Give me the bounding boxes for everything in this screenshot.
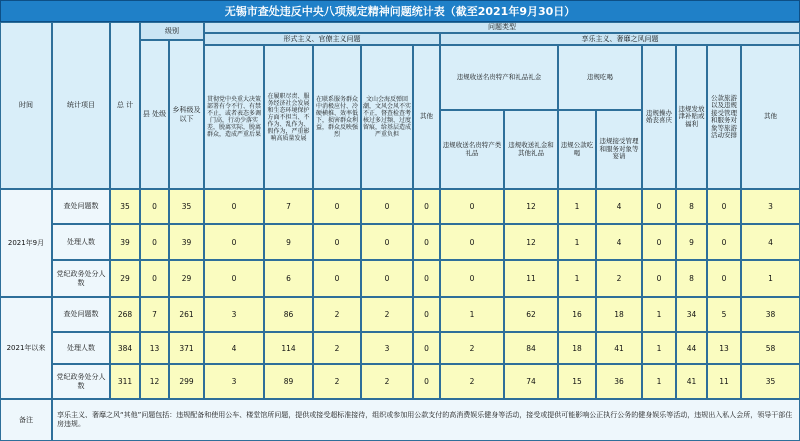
- header-problem-type: 问题类型: [204, 22, 800, 33]
- header-sub-1: 贯彻党中央重大决策部署有令不行、有禁不止，或者表态多调门高，行动少落实差，脱离实际，脱离群众，造成严重后果: [204, 45, 264, 189]
- table-cell: 2: [313, 364, 361, 399]
- table-cell: 0: [204, 224, 264, 260]
- table-cell: 0: [204, 260, 264, 297]
- row-item-label: 查处问题数: [52, 189, 110, 224]
- table-cell: 2: [361, 364, 413, 399]
- header-sub-3: 在联系服务群众中消极应付、冷硬横推、效率低下，损害群众利益，群众反映强烈: [313, 45, 361, 189]
- table-cell: 0: [140, 260, 169, 297]
- table-cell: 0: [361, 189, 413, 224]
- table-cell: 4: [741, 224, 800, 260]
- table-cell: 58: [741, 332, 800, 364]
- header-gifts-a: 违规收送名贵特产类礼品: [440, 110, 504, 189]
- table-cell: 268: [110, 297, 140, 332]
- table-cell: 29: [110, 260, 140, 297]
- table-cell: 3: [204, 297, 264, 332]
- table-cell: 44: [676, 332, 707, 364]
- header-sub-travel: 公款旅游以及违规接受管理和服务对象等旅游活动安排: [707, 45, 741, 189]
- table-cell: 1: [558, 189, 596, 224]
- header-total: 总 计: [110, 22, 140, 189]
- header-sub-2: 在履职尽责、服务经济社会发展和生态环境保护方面不担当、不作为、乱作为、假作为，严重影响高质量发展: [264, 45, 313, 189]
- header-dining-a: 违规公款吃喝: [558, 110, 596, 189]
- table-cell: 1: [642, 297, 676, 332]
- table-cell: 8: [676, 260, 707, 297]
- header-sub-subsidies: 违规发放津补贴或福利: [676, 45, 707, 189]
- table-cell: 0: [413, 260, 440, 297]
- header-gifts: 违规收送名贵特产和礼品礼金: [440, 45, 558, 110]
- table-cell: 8: [676, 189, 707, 224]
- table-cell: 35: [169, 189, 204, 224]
- table-cell: 11: [504, 260, 558, 297]
- row-item-label: 处理人数: [52, 224, 110, 260]
- table-cell: 2: [596, 260, 642, 297]
- table-cell: 299: [169, 364, 204, 399]
- table-cell: 18: [558, 332, 596, 364]
- table-cell: 1: [642, 332, 676, 364]
- table-cell: 0: [140, 224, 169, 260]
- table-cell: 3: [361, 332, 413, 364]
- table-cell: 6: [264, 260, 313, 297]
- table-cell: 4: [596, 224, 642, 260]
- table-cell: 0: [313, 189, 361, 224]
- row-item-label: 党纪政务处分人数: [52, 364, 110, 399]
- table-cell: 311: [110, 364, 140, 399]
- header-county: 县 处级: [140, 40, 169, 189]
- table-cell: 41: [596, 332, 642, 364]
- table-cell: 0: [313, 260, 361, 297]
- table-cell: 0: [413, 224, 440, 260]
- table-cell: 5: [707, 297, 741, 332]
- table-cell: 35: [741, 364, 800, 399]
- page-title: 无锡市查处违反中央八项规定精神问题统计表（截至2021年9月30日）: [0, 0, 800, 22]
- header-sub-other-1: 其他: [413, 45, 440, 189]
- header-level: 级别: [140, 22, 204, 40]
- row-item-label: 查处问题数: [52, 297, 110, 332]
- table-cell: 3: [204, 364, 264, 399]
- header-dining: 违规吃喝: [558, 45, 642, 110]
- table-cell: 4: [204, 332, 264, 364]
- row-item-label: 处理人数: [52, 332, 110, 364]
- table-cell: 38: [741, 297, 800, 332]
- group-label-2021-sep: 2021年9月: [0, 189, 52, 297]
- header-sub-weddings: 违规操办婚丧喜庆: [642, 45, 676, 189]
- group-label-2021-since: 2021年以来: [0, 297, 52, 399]
- table-cell: 13: [707, 332, 741, 364]
- table-cell: 0: [413, 364, 440, 399]
- table-cell: 0: [140, 189, 169, 224]
- table-cell: 0: [313, 224, 361, 260]
- row-item-label: 党纪政务处分人数: [52, 260, 110, 297]
- table-cell: 1: [440, 297, 504, 332]
- header-sub-other-2: 其他: [741, 45, 800, 189]
- table-cell: 3: [741, 189, 800, 224]
- table-cell: 9: [676, 224, 707, 260]
- table-cell: 0: [642, 189, 676, 224]
- table-cell: 4: [596, 189, 642, 224]
- table-cell: 18: [596, 297, 642, 332]
- table-cell: 39: [110, 224, 140, 260]
- table-cell: 2: [440, 332, 504, 364]
- table-cell: 2: [313, 297, 361, 332]
- table-cell: 2: [361, 297, 413, 332]
- table-cell: 7: [264, 189, 313, 224]
- table-cell: 35: [110, 189, 140, 224]
- header-formalism: 形式主义、官僚主义问题: [204, 33, 440, 45]
- table-cell: 2: [440, 364, 504, 399]
- table-cell: 12: [504, 224, 558, 260]
- table-cell: 0: [204, 189, 264, 224]
- table-cell: 16: [558, 297, 596, 332]
- table-cell: 39: [169, 224, 204, 260]
- table-cell: 0: [440, 260, 504, 297]
- table-cell: 0: [707, 224, 741, 260]
- table-cell: 384: [110, 332, 140, 364]
- table-cell: 0: [440, 224, 504, 260]
- table-cell: 0: [707, 260, 741, 297]
- table-cell: 13: [140, 332, 169, 364]
- table-cell: 15: [558, 364, 596, 399]
- table-cell: 261: [169, 297, 204, 332]
- table-cell: 0: [642, 260, 676, 297]
- table-cell: 34: [676, 297, 707, 332]
- table-cell: 371: [169, 332, 204, 364]
- table-cell: 1: [558, 224, 596, 260]
- table-cell: 2: [313, 332, 361, 364]
- table-cell: 12: [504, 189, 558, 224]
- header-hedonism: 享乐主义、奢靡之风问题: [440, 33, 800, 45]
- table-cell: 62: [504, 297, 558, 332]
- table-cell: 0: [707, 189, 741, 224]
- table-cell: 74: [504, 364, 558, 399]
- table-cell: 1: [642, 364, 676, 399]
- header-dining-b: 违规接受管理和服务对象等宴请: [596, 110, 642, 189]
- table-cell: 89: [264, 364, 313, 399]
- table-cell: 114: [264, 332, 313, 364]
- table-cell: 36: [596, 364, 642, 399]
- header-township: 乡科级及以下: [169, 40, 204, 189]
- table-cell: 12: [140, 364, 169, 399]
- header-time: 时间: [0, 22, 52, 189]
- table-cell: 9: [264, 224, 313, 260]
- table-cell: 0: [361, 260, 413, 297]
- note-text: 享乐主义、奢靡之风“其他”问题包括：违规配备和使用公车、楼堂馆所问题，提供或接受超标准接待，组织或参加用公款支付的高消费娱乐健身等活动，接受或提供可能影响公正执行公务的健身娱乐等活动，违规出入私人会所，领导干部住房违规。: [52, 399, 800, 441]
- table-cell: 0: [361, 224, 413, 260]
- table-cell: 41: [676, 364, 707, 399]
- table-cell: 1: [558, 260, 596, 297]
- table-cell: 86: [264, 297, 313, 332]
- table-cell: 0: [642, 224, 676, 260]
- header-gifts-b: 违规收送礼金和其他礼品: [504, 110, 558, 189]
- note-label: 备注: [0, 399, 52, 441]
- header-item: 统计项目: [52, 22, 110, 189]
- table-cell: 0: [413, 297, 440, 332]
- table-cell: 0: [440, 189, 504, 224]
- table-cell: 29: [169, 260, 204, 297]
- table-cell: 84: [504, 332, 558, 364]
- table-cell: 0: [413, 332, 440, 364]
- header-sub-4: 文山会海反弹回潮，文风会风不实不正，督查检查考核过多过频、过度留痕，给基层造成严重负担: [361, 45, 413, 189]
- table-cell: 0: [413, 189, 440, 224]
- table-cell: 7: [140, 297, 169, 332]
- table-cell: 1: [741, 260, 800, 297]
- table-cell: 11: [707, 364, 741, 399]
